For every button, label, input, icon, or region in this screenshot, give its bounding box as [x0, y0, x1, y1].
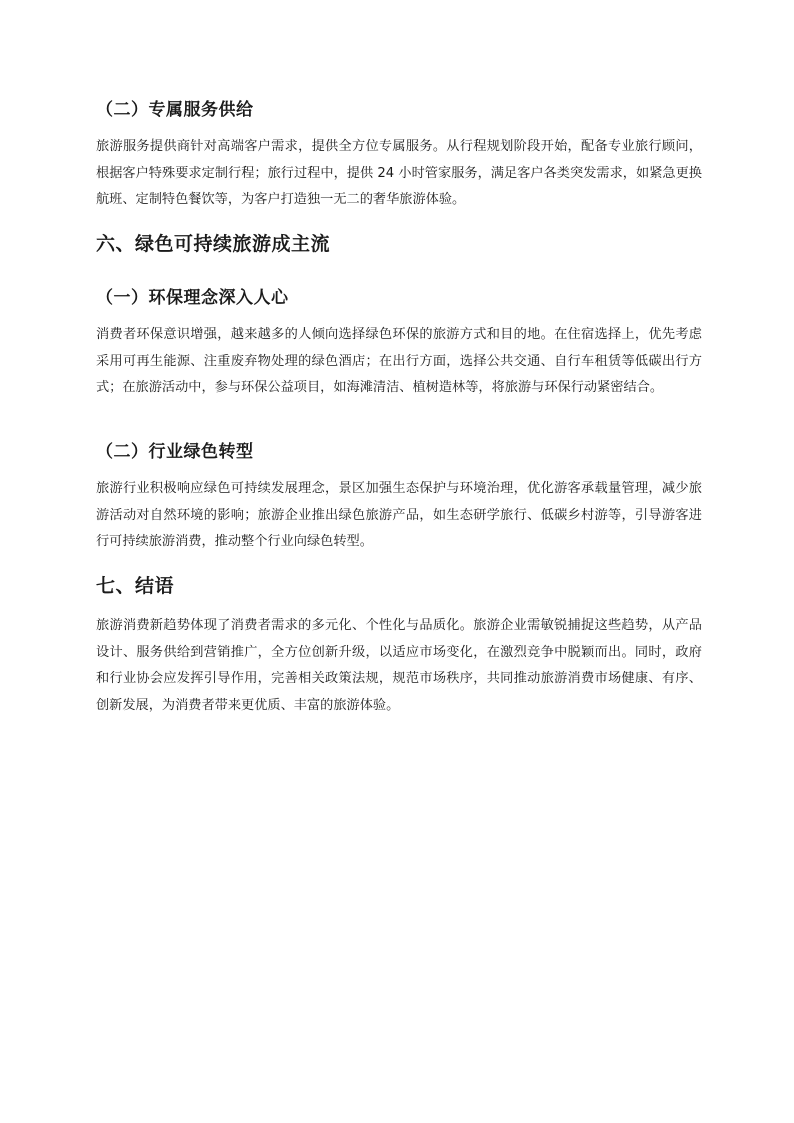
paragraph-exclusive-service: 旅游服务提供商针对高端客户需求，提供全方位专属服务。从行程规划阶段开始，配备专业旅行顾问，根据客户特殊要求定制行程；旅行过程中，提供 24 小时管家服务，满足客户各类突发需求，如紧急更换航班、定制特色餐饮等，为客户打造独一无二的奢华旅游体验。	[96, 139, 702, 207]
paragraph-conclusion: 旅游消费新趋势体现了消费者需求的多元化、个性化与品质化。旅游企业需敏锐捕捉这些趋势，从产品设计、服务供给到营销推广，全方位创新升级，以适应市场变化，在激烈竞争中脱颖而出。同时，政府和行业协会应发挥引导作用，完善相关政策法规，规范市场秩序，共同推动旅游消费市场健康、有序、创新发展，为消费者带来更优质、丰富的旅游体验。	[96, 618, 702, 713]
section-exclusive-service	[96, 96, 702, 214]
heading-green-tourism: 六、绿色可持续旅游成主流	[96, 233, 331, 255]
section-conclusion	[96, 571, 702, 719]
subheading-industry-transformation: （二）行业绿色转型	[96, 442, 254, 462]
section-industry-transformation	[96, 438, 702, 556]
heading-conclusion: 七、结语	[96, 575, 175, 597]
section-eco-awareness	[96, 284, 702, 402]
subheading-eco-awareness: （一）环保理念深入人心	[96, 288, 289, 308]
subheading-exclusive-service: （二）专属服务供给	[96, 100, 254, 120]
paragraph-eco-awareness: 消费者环保意识增强，越来越多的人倾向选择绿色环保的旅游方式和目的地。在住宿选择上，优先考虑采用可再生能源、注重废弃物处理的绿色酒店；在出行方面，选择公共交通、自行车租赁等低碳出行方式；在旅游活动中，参与环保公益项目，如海滩清洁、植树造林等，将旅游与环保行动紧密结合。	[96, 327, 702, 395]
paragraph-industry-transformation: 旅游行业积极响应绿色可持续发展理念，景区加强生态保护与环境治理，优化游客承载量管理，减少旅游活动对自然环境的影响；旅游企业推出绿色旅游产品，如生态研学旅行、低碳乡村游等，引导游客进行可持续旅游消费，推动整个行业向绿色转型。	[96, 481, 702, 549]
section-green-tourism	[96, 229, 702, 259]
